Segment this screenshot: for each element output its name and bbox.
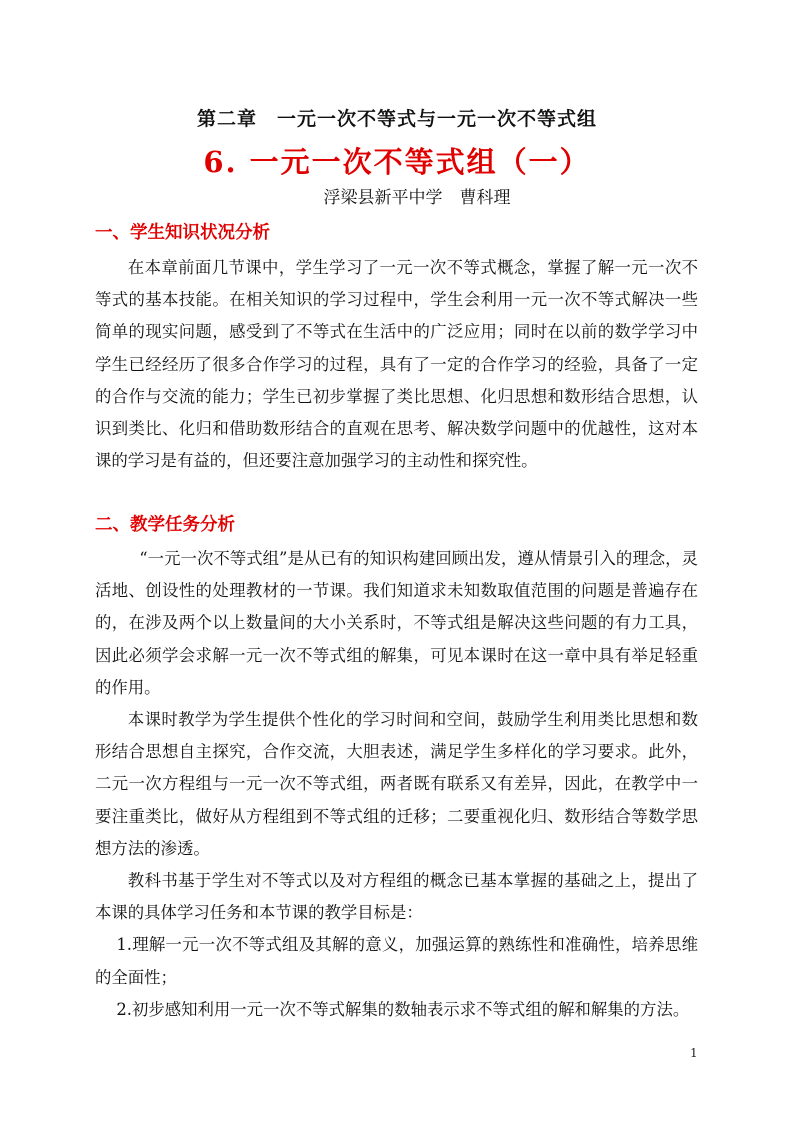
paragraph: 在本章前面几节课中，学生学习了一元一次不等式概念，掌握了解一元一次不等式的基本技能。在相关知识的学习过程中，学生会利用一元一次不等式解决一些简单的现实问题，感受到了不等式在生活中的广泛应用；同时在以前的数学学习中学生已经经历了很多合作学习的过程，具有了一定的合作学习的经验，具备了一定的合作与交流的能力；学生已初步掌握了类比思想、化归思想和数形结合思想，认识到类比、化归和借助数形结合的直观在思考、解决数学问题中的优越性，这对本课的学习是有益的，但还要注意加强学习的主动性和探究性。 xyxy=(95,258,698,471)
section-body-student-analysis xyxy=(95,252,698,477)
section-heading-student-analysis: 一、学生知识状况分析 xyxy=(95,223,270,243)
goal-item: 1.理解一元一次不等式组及其解的意义，加强运算的熟练性和准确性，培养思维的全面性； xyxy=(95,935,698,987)
section-body-task-analysis xyxy=(95,543,698,1026)
page-number: 1 xyxy=(690,1046,698,1060)
paragraph: “一元一次不等式组”是从已有的知识构建回顾出发，遵从情景引入的理念，灵活地、创设性的处理教材的一节课。我们知道求未知数取值范围的问题是普遍存在的，在涉及两个以上数量间的大小关系时，不等式组是解决这些问题的有力工具，因此必须学会求解一元一次不等式组的解集，可见本课时在这一章中具有举足轻重的作用。 xyxy=(95,549,698,697)
chapter-title: 第二章 一元一次不等式与一元一次不等式组 xyxy=(196,108,597,130)
paragraph: 教科书基于学生对不等式以及对方程组的概念已基本掌握的基础之上，提出了本课的具体学习任务和本节课的教学目标是： xyxy=(95,871,698,923)
section-heading-task-analysis: 二、教学任务分析 xyxy=(95,515,235,535)
author-line: 浮梁县新平中学 曹科理 xyxy=(323,188,511,208)
goal-item: 2.初步感知利用一元一次不等式解集的数轴表示求不等式组的解和解集的方法。 xyxy=(116,999,690,1019)
paragraph: 本课时教学为学生提供个性化的学习时间和空间，鼓励学生利用类比思想和数形结合思想自主探究，合作交流，大胆表述，满足学生多样化的学习要求。此外，二元一次方程组与一元一次不等式组，两者既有联系又有差异，因此，在教学中一要注重类比，做好从方程组到不等式组的迁移；二要重视化归、数形结合等数学思想方法的渗透。 xyxy=(95,710,698,858)
lesson-title: 6. 一元一次不等式组（一） xyxy=(203,145,591,179)
